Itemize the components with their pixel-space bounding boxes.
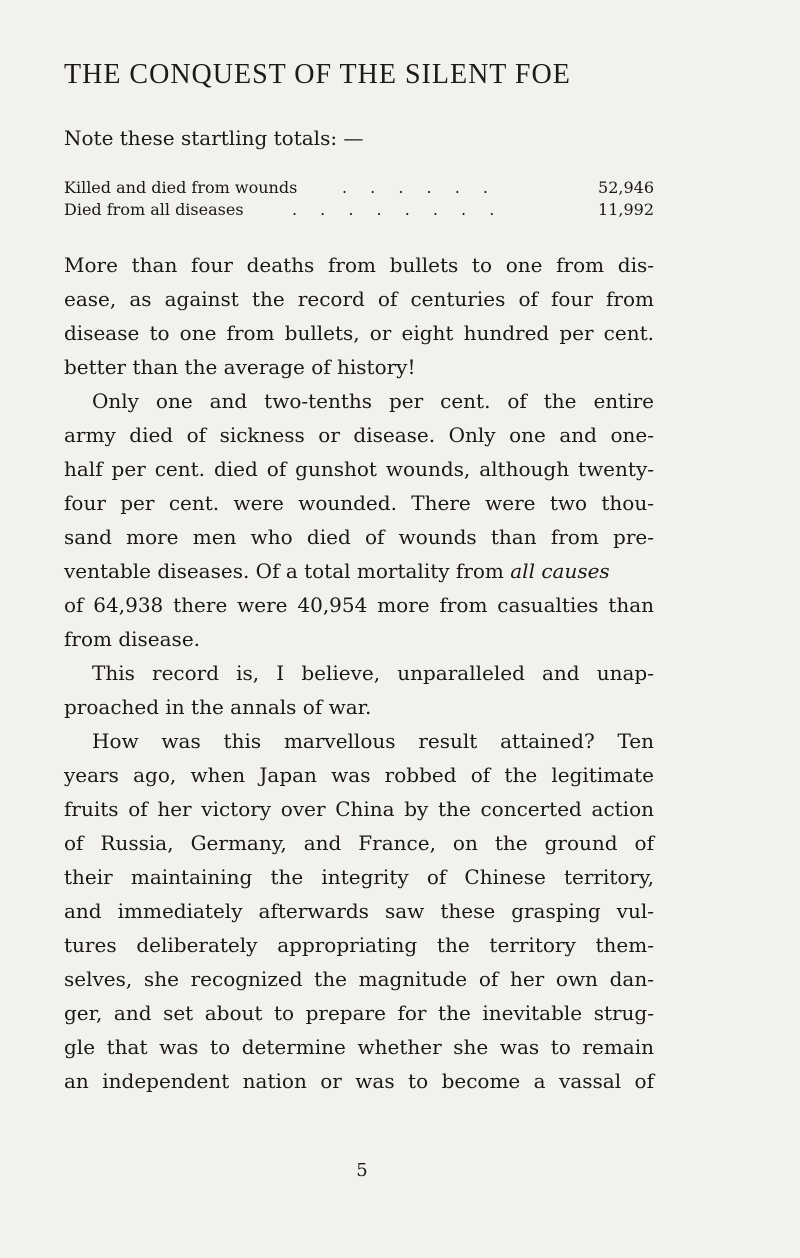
text-span: ventable diseases. Of a total mortality from [64, 559, 504, 583]
totals-value: 52,946 [598, 178, 654, 197]
text-line: Only one and two-tenths per cent. of the entire [92, 389, 654, 413]
body-text [64, 248, 654, 1098]
leader-dots: . . . . . . . . [292, 200, 504, 219]
text-line: How was this marvellous result attained? Ten [92, 729, 654, 753]
text-line: of Russia, Germany, and France, on the ground of [64, 831, 654, 855]
note-heading: Note these startling totals: — [64, 126, 364, 150]
page-number: 5 [356, 1160, 368, 1181]
text-line: ger, and set about to prepare for the inevitable strug- [64, 1001, 654, 1025]
text-line: This record is, I believe, unparalleled and unap- [92, 661, 654, 685]
text-line: gle that was to determine whether she was to remain [64, 1035, 654, 1059]
totals-value: 11,992 [598, 200, 654, 219]
text-line: disease to one from bullets, or eight hundred per cent. [64, 321, 654, 345]
text-line: proached in the annals of war. [64, 695, 372, 719]
text-line: half per cent. died of gunshot wounds, although twenty- [64, 457, 654, 481]
text-line: army died of sickness or disease. Only one and one- [64, 423, 654, 447]
text-line: More than four deaths from bullets to one from dis- [64, 253, 654, 277]
leader-dots: . . . . . . [342, 178, 497, 197]
text-line [64, 554, 654, 588]
text-line: of 64,938 there were 40,954 more from casualties than [64, 593, 654, 617]
text-line: sand more men who died of wounds than from pre- [64, 525, 654, 549]
text-line: better than the average of history! [64, 355, 416, 379]
totals-label: Killed and died from wounds [64, 178, 298, 197]
text-line: years ago, when Japan was robbed of the legitimate [64, 763, 654, 787]
text-line: selves, she recognized the magnitude of her own dan- [64, 967, 654, 991]
totals-row-killed [64, 178, 654, 200]
emphasis-all-causes: all causes [510, 559, 610, 583]
text-line: ease, as against the record of centuries of four from [64, 287, 654, 311]
totals-table [64, 178, 654, 222]
running-head: THE CONQUEST OF THE SILENT FOE [64, 59, 571, 90]
text-line: four per cent. were wounded. There were two thou- [64, 491, 654, 515]
text-line: tures deliberately appropriating the territory them- [64, 933, 654, 957]
text-line: their maintaining the integrity of Chinese territory, [64, 865, 654, 889]
text-line: fruits of her victory over China by the concerted action [64, 797, 654, 821]
totals-label: Died from all diseases [64, 200, 244, 219]
text-line: from disease. [64, 627, 201, 651]
totals-row-diseases [64, 200, 654, 222]
text-line: and immediately afterwards saw these grasping vul- [64, 899, 654, 923]
text-line: an independent nation or was to become a vassal of [64, 1069, 654, 1093]
